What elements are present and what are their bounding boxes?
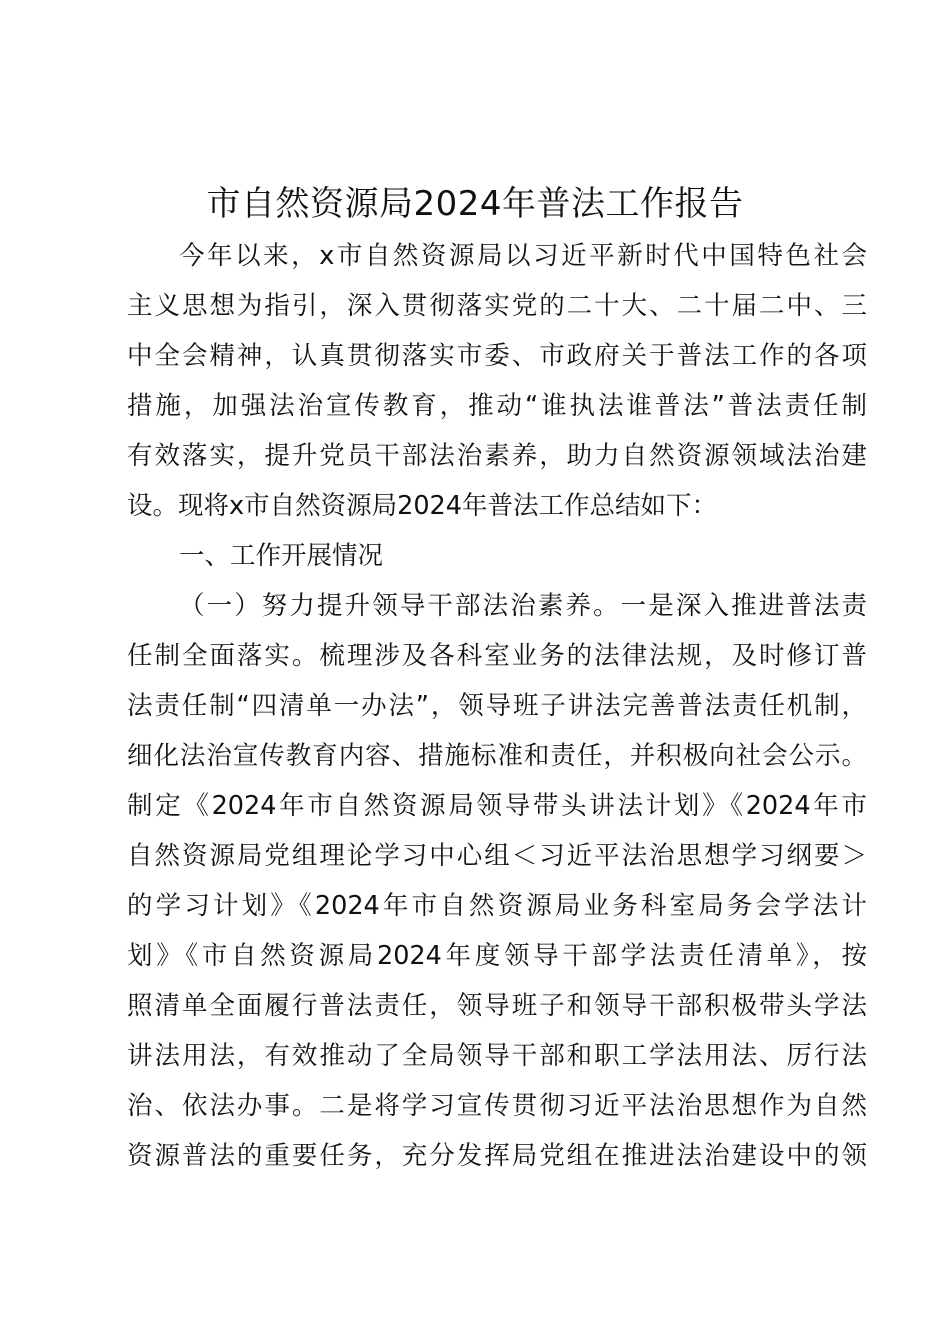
paragraph-line: （一）努力提升领导干部法治素养。一是深入推进普法责 <box>179 591 867 621</box>
paragraph-line: 制定《2024年市自然资源局领导带头讲法计划》《2024年市 <box>127 791 867 821</box>
paragraph-line: 细化法治宣传教育内容、措施标准和责任，并积极向社会公示。 <box>127 741 867 771</box>
document-title: 市自然资源局2024年普法工作报告 <box>206 184 744 224</box>
paragraph-line: 资源普法的重要任务，充分发挥局党组在推进法治建设中的领 <box>127 1141 867 1171</box>
section-heading: 一、工作开展情况 <box>179 541 384 571</box>
paragraph-line: 划》《市自然资源局2024年度领导干部学法责任清单》，按 <box>127 941 867 971</box>
paragraph-line: 有效落实，提升党员干部法治素养，助力自然资源领域法治建 <box>127 441 867 471</box>
paragraph-line: 任制全面落实。梳理涉及各科室业务的法律法规，及时修订普 <box>127 641 867 671</box>
paragraph-line: 主义思想为指引，深入贯彻落实党的二十大、二十届二中、三 <box>127 291 867 321</box>
paragraph-line: 讲法用法，有效推动了全局领导干部和职工学法用法、厉行法 <box>127 1041 867 1071</box>
paragraph-line: 法责任制“四清单一办法”，领导班子讲法完善普法责任机制， <box>127 691 867 721</box>
paragraph-line: 的学习计划》《2024年市自然资源局业务科室局务会学法计 <box>127 891 867 921</box>
paragraph-line: 设。现将x市自然资源局2024年普法工作总结如下： <box>127 491 717 521</box>
paragraph-line: 中全会精神，认真贯彻落实市委、市政府关于普法工作的各项 <box>127 341 867 371</box>
paragraph-line: 治、依法办事。二是将学习宣传贯彻习近平法治思想作为自然 <box>127 1091 867 1121</box>
paragraph-line: 照清单全面履行普法责任，领导班子和领导干部积极带头学法 <box>127 991 867 1021</box>
paragraph-line: 自然资源局党组理论学习中心组＜习近平法治思想学习纲要＞ <box>127 841 867 871</box>
paragraph-line: 措施，加强法治宣传教育，推动“谁执法谁普法”普法责任制 <box>127 391 867 421</box>
paragraph-line: 今年以来，x市自然资源局以习近平新时代中国特色社会 <box>179 241 867 271</box>
